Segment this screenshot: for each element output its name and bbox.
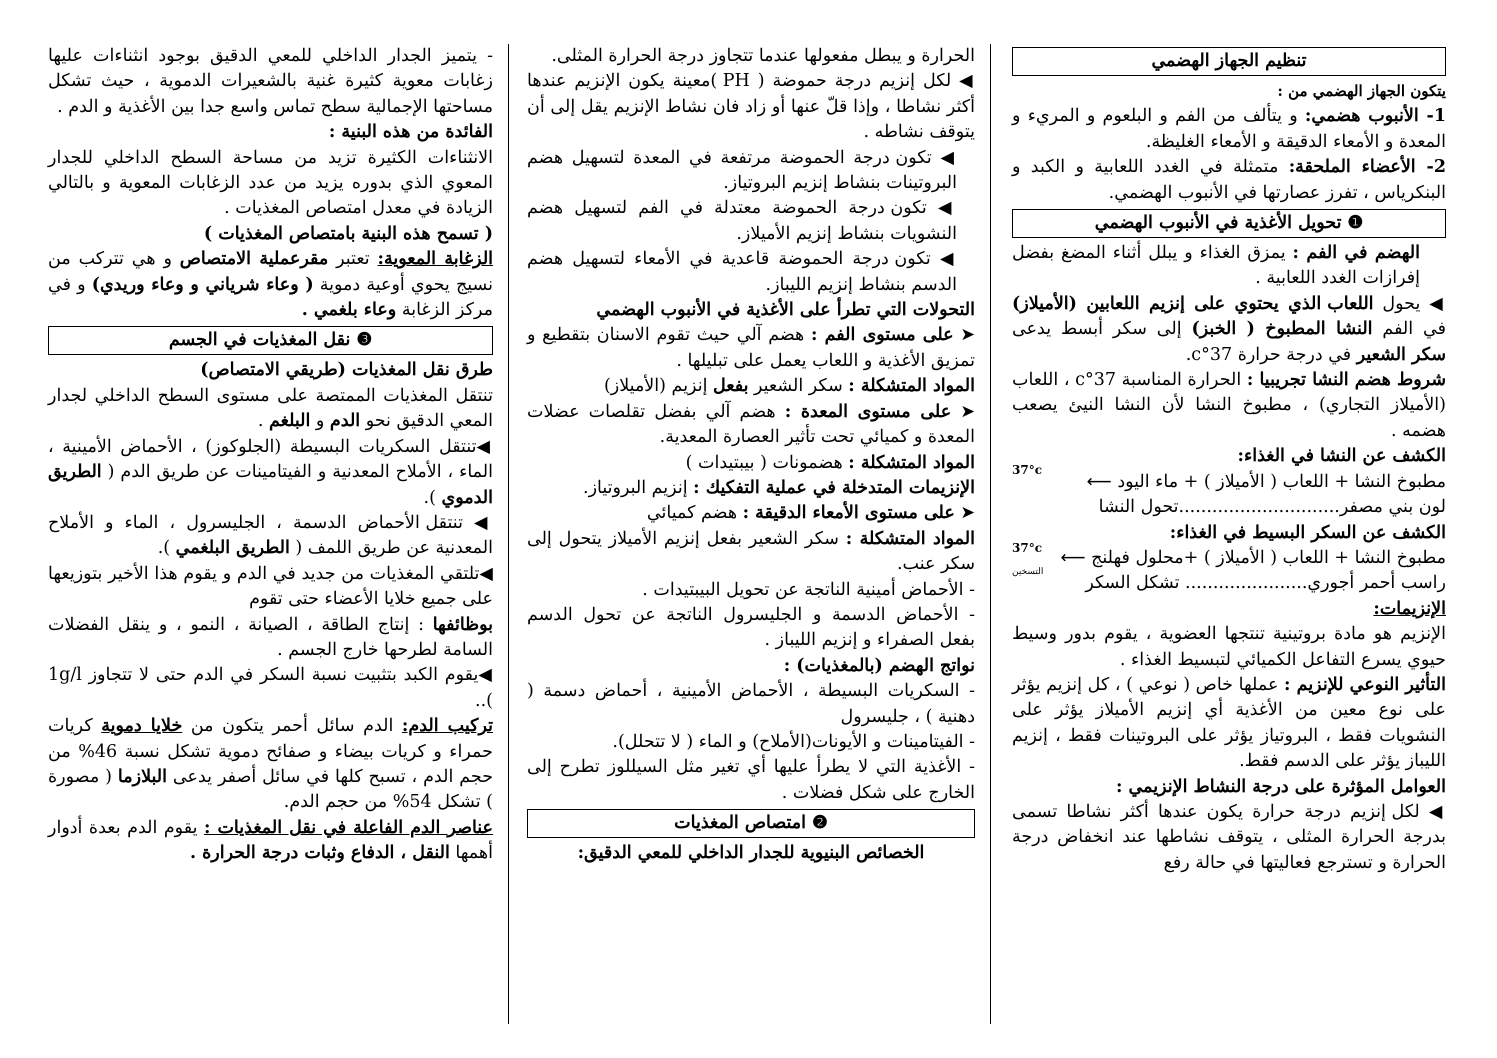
text: تنتقل السكريات البسيطة (الجلوكوز) ، الأحماض الأمينية ، الماء ، الأملاح المعدنية و الفيتامينات عن طريق الدم ( [48, 436, 493, 483]
paragraph-text: يمزق الغذاء و يبلل أثناء المضغ بفضل إفرازات الغدد اللعابية . [1012, 243, 1420, 289]
section-heading: ❸ نقل المغذيات في الجسم [168, 330, 373, 351]
term-label: تركيب الدم: [401, 716, 494, 737]
term-label: الزغابة المعوية: [377, 249, 494, 270]
section-heading: ❷ امتصاص المغذيات [674, 813, 828, 834]
paragraph-conditions [1012, 368, 1446, 444]
enzymes-definition: الإنزيم هو مادة بروتينية تنتجها العضوية ، يقوم بدور وسيط حيوي يسرع التفاعل الكميائي لتبسيط الغذاء . [1012, 624, 1446, 670]
column-divider-left [508, 44, 509, 1024]
transformations-title: التحولات التي تطرأ على الأغذية في الأنبوب الهضمي [596, 300, 975, 321]
text: تعتبر [328, 249, 378, 270]
reaction-text: مطبوخ النشا + اللعاب ( الأميلاز ) +محلول فهلنج [1091, 547, 1446, 568]
ph-mouth [527, 196, 975, 247]
ph-intestine [527, 247, 975, 298]
routes-title: طرق نقل المغذيات (طريقي الامتصاص) [200, 360, 493, 381]
enzymes-title: الإنزيمات: [1373, 598, 1446, 619]
text: إلى سكر أبسط يدعى [1012, 319, 1192, 340]
products-line-2: - الفيتامينات و الأيونات(الأملاح) و الماء ( لا تتحلل). [612, 731, 975, 752]
mouth-level [527, 323, 975, 374]
reaction-text: مطبوخ النشا + اللعاب ( الأميلاز ) + ماء اليود [1117, 471, 1446, 492]
starch-test-title: الكشف عن النشا في الغذاء: [1237, 446, 1446, 467]
lymph-route [48, 511, 493, 562]
term-label: الإنزيمات المتدخلة في عملية التفكيك : [693, 477, 975, 498]
bold-text: وعاء بلغمي . [301, 300, 397, 321]
text: تلتقي المغذيات من جديد في الدم و يقوم هذا الأخير بتوزيعها على جميع خلايا الأعضاء حتى تقوم [48, 563, 493, 610]
stomach-level [527, 400, 975, 451]
paragraph-text: هضم آلي بفضل تقلصات عضلات المعدة و كميائي تحت تأثير العصارة المعدية. [527, 401, 975, 448]
term-label: المواد المتشكلة : [845, 528, 975, 549]
paragraph-text: هضم آلي حيث تقوم الاسنان بتقطيع و تمزيق الأغذية و اللعاب يعمل على تبليلها . [527, 325, 975, 371]
term-label: المواد المتشكلة : [848, 376, 975, 397]
text: هضمونات ( بيبتيدات ) [685, 452, 849, 473]
fatty-acids-line: - الأحماض الدسمة و الجليسرول الناتجة عن تحول الدسم بفعل الصفراء و إنزيم الليباز . [527, 604, 975, 651]
factors-title: العوامل المؤثرة على درجة النشاط الإنزيمي : [1115, 776, 1446, 797]
factors-text [1012, 800, 1446, 876]
pointer-arrow-icon: ◀ [476, 436, 493, 457]
blood-composition [48, 714, 493, 816]
term-label: المواد المتشكلة : [848, 452, 975, 473]
structure-title: الخصائص البنيوية للجدار الداخلي للمعي الدقيق: [577, 843, 925, 864]
paragraph-text: لكل إنزيم درجة حموضة ( PH )معينة يكون الإنزيم عندها أكثر نشاطا ، وإذا قلّ عنها أو زاد فان نشاط الإنزيم يقل إلى أن يتوقف نشاطه . [527, 71, 975, 143]
term-label: عناصر الدم الفاعلة في نقل المغذيات : [203, 817, 493, 838]
bold-text: النقل ، الدفاع وثبات درجة الحرارة . [189, 843, 450, 864]
paragraph-text: و يتألف من الفم و البلعوم و المريء و المعدة و الأمعاء الدقيقة و الأمعاء الغليظة. [1012, 106, 1446, 152]
bold-text: البلغم [268, 411, 311, 432]
middle-column [527, 44, 975, 867]
text: . [257, 411, 269, 432]
left-column [48, 44, 493, 867]
chevron-left-icon: ➤ [953, 325, 975, 346]
intestine-level [527, 501, 975, 526]
text: يقوم الدم بعدة أدوار أهمها [48, 817, 493, 864]
right-column [1012, 44, 1446, 876]
materials-mouth [527, 374, 975, 399]
section-box-2 [527, 809, 975, 838]
chevron-left-icon: ➤ [954, 503, 975, 524]
text: يقوم الكبد بتثبيت نسبة السكر في الدم حتى لا تتجاوز 1g/l ).. [48, 665, 493, 711]
bold-text: الدم [329, 411, 361, 432]
text: ( مصورة ) تشكل 54% من حجم الدم. [48, 766, 493, 813]
bold-text: بفعل [713, 376, 749, 397]
bold-text: اللعاب الذي يحتوي على إنزيم اللعابين (الأميلاز) [1012, 293, 1374, 314]
term-label: التأثير النوعي للإنزيم : [1284, 674, 1446, 695]
section-heading: ❶ تحويل الأغذية في الأنبوب الهضمي [1094, 213, 1364, 234]
text: الدم سائل أحمر يتكون من [182, 716, 402, 737]
text: هضم كميائي [646, 503, 743, 524]
term-label: بوظائفها [432, 614, 493, 635]
starch-test-result: لون بني مصفر.............................تحول النشا [1098, 497, 1446, 518]
section-box-1 [1012, 209, 1446, 238]
pointer-arrow-icon: ◀ [462, 512, 494, 533]
bold-text: الطريق الدموي [48, 462, 493, 508]
bold-text: الطريق البلغمي [175, 538, 290, 559]
section-title-box [1012, 47, 1446, 76]
materials-stomach [527, 451, 975, 476]
enzymes-involved [527, 476, 975, 501]
paragraph-text: تكون درجة الحموضة معتدلة في الفم لتسهيل هضم النشويات بنشاط إنزيم الأميلاز. [527, 198, 957, 244]
term-label: 2- الأعضاء الملحقة: [1288, 157, 1446, 178]
paragraph-text: تكون درجة الحموضة مرتفعة في المعدة لتسهيل هضم البروتينات بنشاط إنزيم البروتياز. [527, 147, 957, 194]
distribution-text [48, 562, 493, 613]
text: سكر الشعير [748, 376, 849, 397]
products-title: نواتج الهضم (بالمغذيات) : [783, 655, 975, 676]
bold-text: سكر الشعير [1356, 344, 1446, 365]
sugar-test-line [1012, 540, 1446, 577]
term-label: على مستوى الفم : [810, 325, 954, 346]
term-label: على مستوى المعدة : [784, 401, 952, 422]
text: ). [423, 487, 442, 508]
text: في الفم [1372, 319, 1446, 340]
products-line-1: - السكريات البسيطة ، الأحماض الأمينية ، أحماض دسمة ( دهنية ) ، جليسرول [527, 681, 975, 727]
pointer-arrow-icon: ◀ [479, 563, 493, 584]
pointer-arrow-icon: ◀ [1419, 801, 1446, 822]
sugar-test-result: راسب أحمر أجوري...................... تشكل السكر [1085, 573, 1446, 594]
sugar-test-title: الكشف عن السكر البسيط في الغذاء: [1169, 522, 1446, 543]
pointer-arrow-icon: ◀ [951, 71, 975, 92]
paragraph-text: لكل إنزيم درجة حرارة يكون عندها أكثر نشاطا تسمى بدرجة الحرارة المثلى ، يتوقف نشاطها عند انخفاض درجة الحرارة و تسترجع فعاليتها في حالة رفع [1012, 801, 1446, 873]
functions-text [48, 613, 493, 664]
products-line-3: - الأغذية التي لا يطرأ عليها أي تغير مثل السيللوز تطرح إلى الخارج على شكل فضلات . [527, 757, 975, 803]
text: تنتقل الأحماض الدسمة ، الجليسرول ، الماء و الأملاح المعدنية عن طريق اللمف ( [48, 512, 493, 559]
bold-text: خلايا دموية [101, 716, 183, 737]
text: : إنتاج الطاقة ، الصيانة ، النمو ، و ينقل الفضلات السامة لطرحها خارج الجسم . [48, 614, 493, 660]
paragraph-saliva [1012, 292, 1446, 368]
text: كريات حمراء و كريات بيضاء و صفائح دموية تشكل نسبة 46% من حجم الدم ، تسبح كلها في سائل أصفر يدعى [48, 716, 494, 787]
reaction-arrow-icon: ⟵ [1086, 471, 1118, 492]
benefit-note: ( تسمح هذه البنية بامتصاص المغذيات ) [203, 223, 493, 244]
amino-acids-line: - الأحماض أمينية الناتجة عن تحويل البيبتيدات . [642, 579, 975, 600]
chevron-left-icon: ➤ [951, 401, 975, 422]
text: و هي تتركب من نسيج يحوي أوعية دموية [48, 249, 493, 295]
bold-text: النشا المطبوخ ( الخبز) [1191, 319, 1373, 340]
term-label: الهضم في الفم : [1292, 243, 1420, 264]
heating-label: التسخين [1012, 566, 1044, 577]
paragraph-accessory-organs [1012, 155, 1446, 206]
ph-stomach [527, 146, 975, 197]
pointer-arrow-icon: ◀ [478, 665, 493, 686]
bold-text: مقرعملية الامتصاص [179, 249, 329, 270]
pointer-arrow-icon: ◀ [931, 147, 957, 168]
paragraph-digestive-tube [1012, 104, 1446, 155]
benefit-title: الفائدة من هذه البنية : [328, 122, 493, 143]
term-label: على مستوى الأمعاء الدقيقة : [742, 503, 955, 524]
starch-test-line [1012, 462, 1446, 495]
bold-text: ( وعاء شرياني و وعاء وريدي) [91, 274, 314, 295]
text: و في مركز الزغابة [48, 274, 493, 321]
materials-intestine [527, 527, 975, 578]
text: إنزيم البروتياز. [583, 477, 694, 498]
reaction-arrow-icon: ⟵ [1060, 547, 1092, 568]
liver-text [48, 663, 493, 714]
text: في درجة حرارة 37°c. [1185, 344, 1357, 365]
benefit-text: الانثناءات الكثيرة تزيد من مساحة السطح الداخلي للجدار المعوي الذي بدوره يزيد من عدد الزغابات المعوية و بالتالي الزيادة في معدل امتصاص المغذيات . [48, 147, 493, 219]
text: يحول [1373, 293, 1421, 314]
column-divider-right [990, 44, 991, 1024]
pointer-arrow-icon: ◀ [926, 198, 957, 219]
text: تنتقل المغذيات الممتصة على مستوى السطح الداخلي لجدار المعي الدقيق نحو [48, 385, 493, 432]
paragraph-text: عملها خاص ( نوعي ) ، كل إنزيم يؤثر على نوع معين من الأغذية أي إنزيم الأميلاز يؤثر على النشويات فقط ، البروتياز يؤثر على البروتينات فقط ، إنزيم الليباز يؤثر على الدسم فقط. [1012, 674, 1446, 772]
pointer-arrow-icon: ◀ [930, 249, 957, 270]
bold-text: البلازما [117, 766, 167, 787]
term-label: 1- الأنبوب هضمي: [1304, 106, 1447, 127]
paragraph-text: متمثلة في الغدد اللعابية و الكبد و البنكرياس ، تفرز عصارتها في الأنبوب الهضمي. [1012, 157, 1446, 203]
text: إنزيم (الأميلاز) [603, 376, 714, 397]
text: و [310, 411, 330, 432]
paragraph-text: تكون درجة الحموضة قاعدية في الأمعاء لتسهيل هضم الدسم بنشاط إنزيم الليباز. [527, 249, 957, 295]
villus-paragraph [48, 247, 493, 323]
text: سكر الشعير بفعل إنزيم الأميلاز يتحول إلى سكر عنب. [527, 528, 975, 575]
section-title: تنظيم الجهاز الهضمي [1151, 51, 1307, 71]
paragraph-mouth-digestion [1012, 241, 1446, 292]
temperature-label: 37°c [1012, 462, 1043, 477]
term-label: شروط هضم النشا تجريبيا : [1246, 370, 1446, 391]
pointer-arrow-icon: ◀ [1420, 293, 1446, 314]
blood-route [48, 435, 493, 511]
section-box-3 [48, 326, 493, 355]
temperature-continued: الحرارة و يبطل مفعولها عندما تتجاوز درجة الحرارة المثلى. [551, 46, 975, 66]
text: ). [157, 538, 176, 559]
temperature-label: 37°c [1012, 540, 1043, 555]
ph-paragraph [527, 69, 975, 145]
intestine-wall-text: - يتميز الجدار الداخلي للمعي الدقيق بوجود انثناءات عليها زغابات معوية كثيرة غنية بالشعيرات الدموية ، حيث تشكل مساحتها الإجمالية سطح تماس واسع جدا بين الأغذية و الدم . [48, 46, 493, 117]
intro-text: يتكون الجهاز الهضمي من : [1277, 82, 1446, 100]
blood-elements [48, 816, 493, 867]
paragraph-specificity [1012, 673, 1446, 775]
paragraph-text: الحرارة المناسبة 37°c ، اللعاب (الأميلاز التجاري) ، مطبوخ النشا لأن النشا النيئ يصعب هضمه . [1012, 370, 1446, 441]
routes-text [48, 384, 493, 435]
